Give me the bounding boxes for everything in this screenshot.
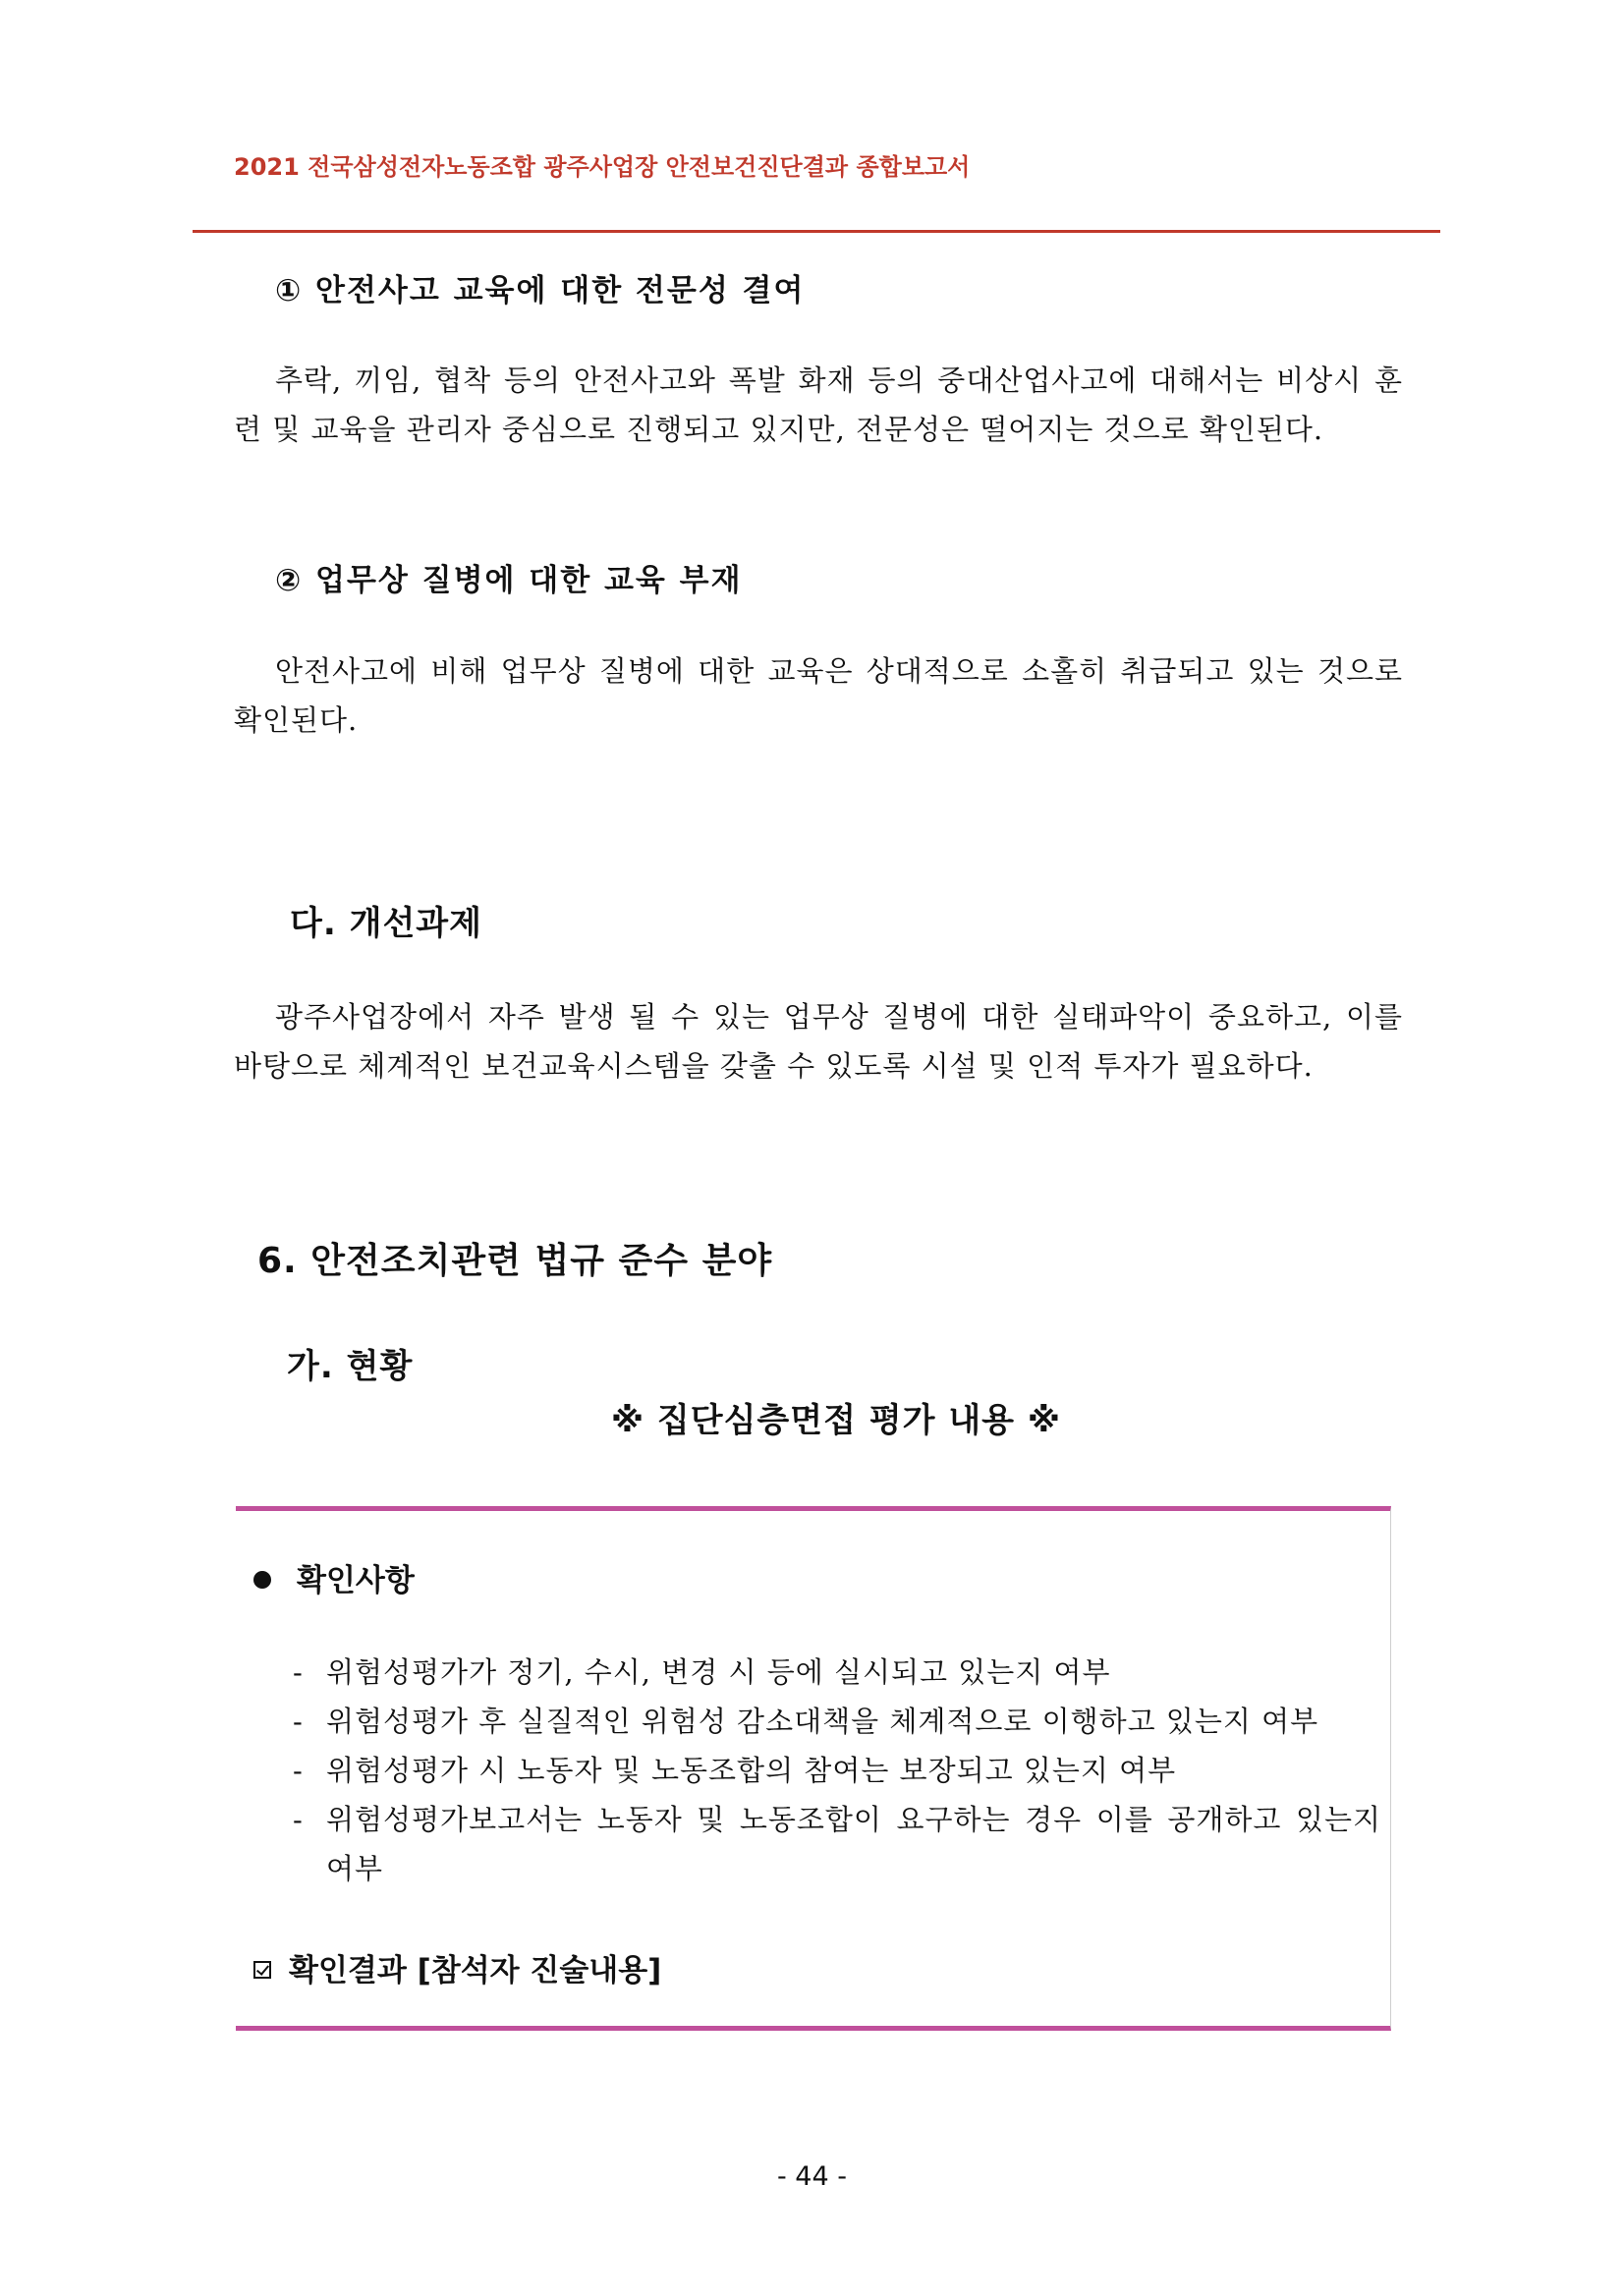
list-item: - 위험성평가가 정기, 수시, 변경 시 등에 실시되고 있는지 여부 bbox=[293, 1648, 1381, 1697]
item-2-heading: ② 업무상 질병에 대한 교육 부재 bbox=[275, 563, 743, 598]
list-item: - 위험성평가 후 실질적인 위험성 감소대책을 체계적으로 이행하고 있는지 여부 bbox=[293, 1697, 1381, 1746]
result-heading-label: 확인결과 [참석자 진술내용] bbox=[289, 1953, 662, 1988]
section-6-subtitle: 가. 현황 bbox=[287, 1347, 414, 1386]
check-items-list bbox=[293, 1648, 1381, 1893]
improvement-body: 광주사업장에서 자주 발생 될 수 있는 업무상 질병에 대한 실태파악이 중요하고, 이를 바탕으로 체계적인 보건교육시스템을 갖출 수 있도록 시설 및 인적 투자가 필요하다. bbox=[234, 1000, 1403, 1083]
improvement-heading: 다. 개선과제 bbox=[290, 904, 482, 943]
result-heading bbox=[253, 1945, 661, 1989]
list-item: - 위험성평가보고서는 노동자 및 노동조합이 요구하는 경우 이를 공개하고 있는지 여부 bbox=[293, 1795, 1381, 1893]
page-number: - 44 - bbox=[776, 2161, 847, 2192]
header-divider bbox=[193, 230, 1440, 233]
checkbox-checked-icon bbox=[253, 1961, 271, 1979]
item-2-body: 안전사고에 비해 업무상 질병에 대한 교육은 상대적으로 소홀히 취급되고 있는 것으로 확인된다. bbox=[234, 654, 1403, 737]
item-1-body: 추락, 끼임, 협착 등의 안전사고와 폭발 화재 등의 중대산업사고에 대해서는 비상시 훈련 및 교육을 관리자 중심으로 진행되고 있지만, 전문성은 떨어지는 것으로 확인된다. bbox=[234, 364, 1403, 446]
list-item: - 위험성평가 시 노동자 및 노동조합의 참여는 보장되고 있는지 여부 bbox=[293, 1746, 1381, 1795]
item-1-heading: ① 안전사고 교육에 대한 전문성 결여 bbox=[275, 273, 806, 308]
section-6-title: 6. 안전조치관련 법규 준수 분야 bbox=[257, 1241, 773, 1281]
interview-caption: ※ 집단심층면접 평가 내용 ※ bbox=[611, 1401, 1061, 1440]
check-items-heading bbox=[253, 1555, 415, 1599]
report-header-title: 2021 전국삼성전자노동조합 광주사업장 안전보건진단결과 종합보고서 bbox=[234, 153, 971, 181]
check-items-heading-label: 확인사항 bbox=[297, 1563, 415, 1598]
bullet-icon bbox=[253, 1571, 271, 1589]
